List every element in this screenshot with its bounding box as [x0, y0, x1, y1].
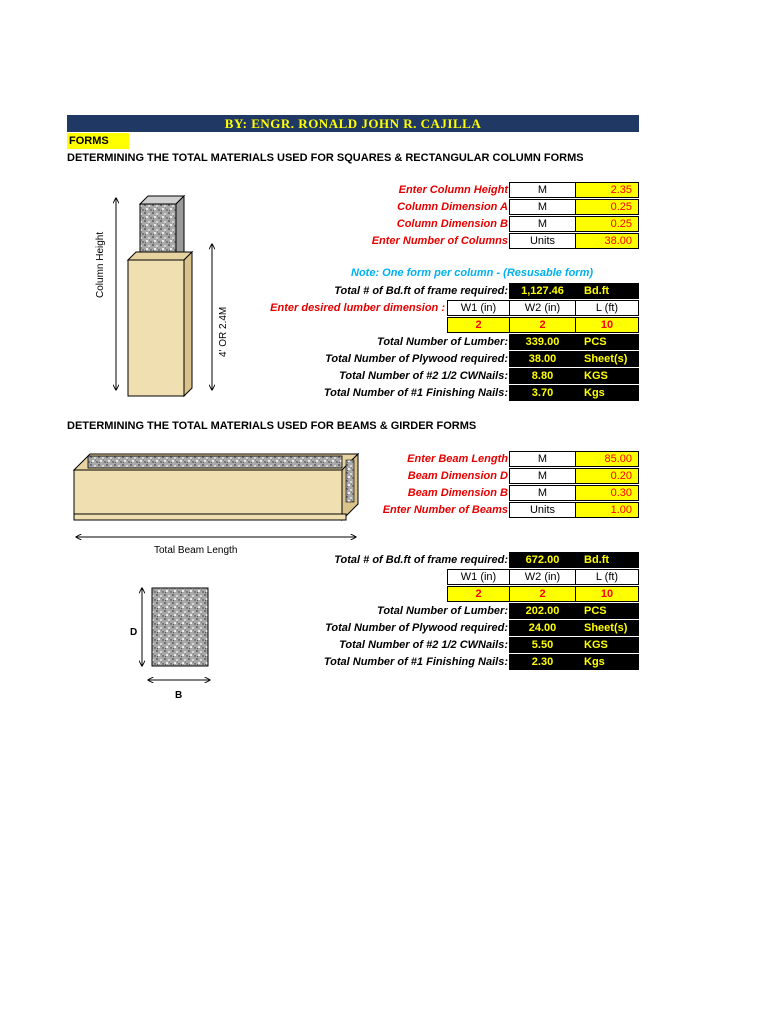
- column-section-heading: DETERMINING THE TOTAL MATERIALS USED FOR SQUARES & RECTANGULAR COLUMN FORMS: [67, 152, 584, 164]
- beam-output-value: 202.00: [509, 603, 576, 619]
- form-top-face: [128, 252, 192, 260]
- beam-input-value[interactable]: 1.00: [575, 502, 639, 518]
- column-output-value: 8.80: [509, 368, 576, 384]
- column-input-label: Column Dimension B: [396, 218, 508, 230]
- concrete-beam: [88, 456, 342, 468]
- beam-form-diagram: [66, 448, 366, 546]
- beam-bdft-label: Total # of Bd.ft of frame required:: [334, 554, 508, 566]
- reusable-note: Note: One form per column - (Resusable form): [351, 267, 594, 279]
- column-output-unit: PCS: [575, 334, 639, 350]
- beam-output-unit: PCS: [575, 603, 639, 619]
- beam-cross-section: [124, 586, 224, 688]
- column-output-unit: KGS: [575, 368, 639, 384]
- beam-output-unit: Kgs: [575, 654, 639, 670]
- column-w1-header: W1 (in): [447, 300, 510, 316]
- column-side-face: [176, 196, 184, 260]
- beam-unit-cell: M: [509, 485, 576, 501]
- column-output-label: Total Number of Plywood required:: [325, 353, 508, 365]
- beam-bdft-value: 672.00: [509, 552, 576, 568]
- beam-input-value[interactable]: 85.00: [575, 451, 639, 467]
- column-output-value: 38.00: [509, 351, 576, 367]
- column-output-label: Total Number of Lumber:: [377, 336, 508, 348]
- depth-label: D: [130, 627, 138, 638]
- column-output-value: 3.70: [509, 385, 576, 401]
- column-output-label: Total Number of #1 Finishing Nails:: [323, 387, 508, 399]
- column-bdft-label: Total # of Bd.ft of frame required:: [334, 285, 508, 297]
- beam-l-header: L (ft): [575, 569, 639, 585]
- column-output-unit: Sheet(s): [575, 351, 639, 367]
- column-output-unit: Kgs: [575, 385, 639, 401]
- column-unit-cell: Units: [509, 233, 576, 249]
- column-w1-input[interactable]: 2: [447, 317, 510, 333]
- beam-form-side: [74, 470, 342, 514]
- column-l-header: L (ft): [575, 300, 639, 316]
- beam-w1-header: W1 (in): [447, 569, 510, 585]
- beam-unit-cell: M: [509, 451, 576, 467]
- beam-w2-input[interactable]: 2: [509, 586, 576, 602]
- column-input-value[interactable]: 0.25: [575, 216, 639, 232]
- forms-tag: FORMS: [67, 133, 129, 149]
- author-banner: BY: ENGR. RONALD JOHN R. CAJILLA: [67, 115, 639, 132]
- beam-unit-cell: Units: [509, 502, 576, 518]
- beam-output-label: Total Number of Lumber:: [377, 605, 508, 617]
- beam-input-value[interactable]: 0.20: [575, 468, 639, 484]
- beam-output-label: Total Number of #2 1/2 CWNails:: [339, 639, 508, 651]
- column-output-label: Total Number of #2 1/2 CWNails:: [339, 370, 508, 382]
- beam-w2-header: W2 (in): [509, 569, 576, 585]
- beam-length-label: Total Beam Length: [154, 545, 238, 556]
- column-unit-cell: M: [509, 199, 576, 215]
- beam-section-heading: DETERMINING THE TOTAL MATERIALS USED FOR BEAMS & GIRDER FORMS: [67, 420, 477, 432]
- form-side-face: [184, 252, 192, 396]
- column-output-value: 339.00: [509, 334, 576, 350]
- beam-output-label: Total Number of Plywood required:: [325, 622, 508, 634]
- column-height-label: Column Height: [95, 231, 106, 298]
- beam-input-label: Beam Dimension D: [407, 470, 508, 482]
- beam-output-value: 24.00: [509, 620, 576, 636]
- beam-input-value[interactable]: 0.30: [575, 485, 639, 501]
- beam-output-label: Total Number of #1 Finishing Nails:: [323, 656, 508, 668]
- column-unit-cell: M: [509, 182, 576, 198]
- beam-output-unit: KGS: [575, 637, 639, 653]
- column-bdft-unit: Bd.ft: [575, 283, 639, 299]
- lumber-dimension-label: Enter desired lumber dimension :: [270, 302, 445, 314]
- beam-input-label: Beam Dimension B: [407, 487, 508, 499]
- column-input-label: Enter Number of Columns: [371, 235, 508, 247]
- beam-bdft-unit: Bd.ft: [575, 552, 639, 568]
- beam-output-value: 2.30: [509, 654, 576, 670]
- column-input-value[interactable]: 38.00: [575, 233, 639, 249]
- column-w2-input[interactable]: 2: [509, 317, 576, 333]
- width-label: B: [175, 690, 183, 701]
- column-bdft-value: 1,127.46: [509, 283, 576, 299]
- column-input-value[interactable]: 2.35: [575, 182, 639, 198]
- beam-output-value: 5.50: [509, 637, 576, 653]
- cross-section-rect: [152, 588, 208, 666]
- column-l-input[interactable]: 10: [575, 317, 639, 333]
- beam-l-input[interactable]: 10: [575, 586, 639, 602]
- column-unit-cell: M: [509, 216, 576, 232]
- beam-output-unit: Sheet(s): [575, 620, 639, 636]
- wood-form: [128, 260, 184, 396]
- column-input-value[interactable]: 0.25: [575, 199, 639, 215]
- beam-section-end: [346, 460, 354, 502]
- beam-input-label: Enter Number of Beams: [382, 504, 508, 516]
- beam-input-label: Enter Beam Length: [407, 453, 508, 465]
- column-input-label: Enter Column Height: [398, 184, 508, 196]
- beam-w1-input[interactable]: 2: [447, 586, 510, 602]
- beam-form-bottom: [74, 514, 346, 520]
- column-input-label: Column Dimension A: [397, 201, 508, 213]
- beam-unit-cell: M: [509, 468, 576, 484]
- form-height-label: 4' OR 2.4M: [218, 306, 229, 357]
- column-w2-header: W2 (in): [509, 300, 576, 316]
